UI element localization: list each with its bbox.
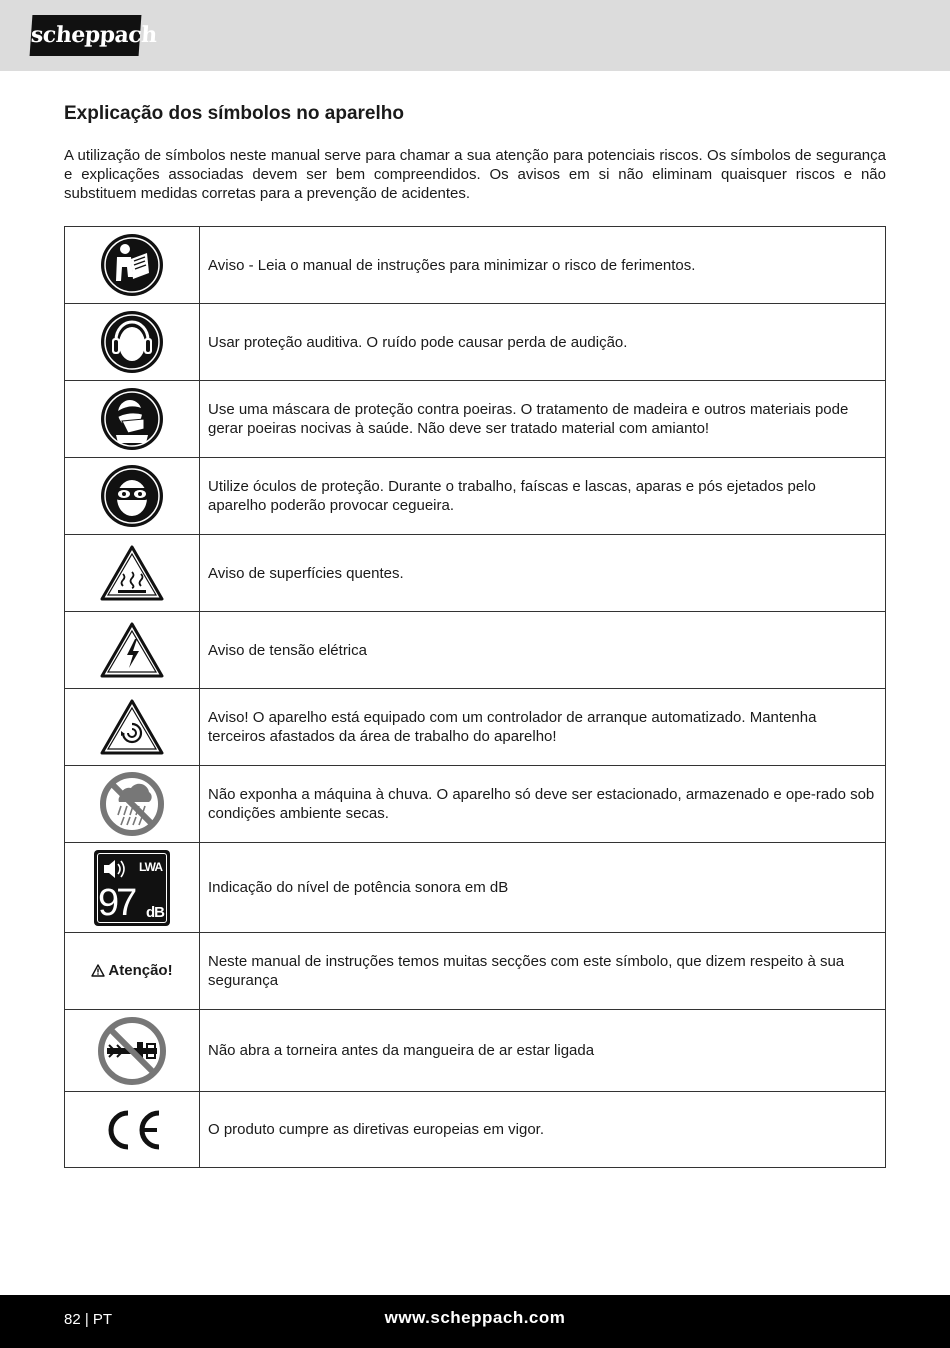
row-description: Use uma máscara de proteção contra poeiras. O tratamento de madeira e outros materiais pode gerar poeiras nocivas à saúde. Não deve ser tratado material com amianto! xyxy=(200,381,886,458)
table-row xyxy=(65,381,886,458)
row-description: Usar proteção auditiva. O ruído pode causar perda de audição. xyxy=(200,304,886,381)
row-description: Aviso de tensão elétrica xyxy=(200,612,886,689)
table-row xyxy=(65,612,886,689)
header-bar xyxy=(0,0,950,71)
scheppach-logo: scheppach xyxy=(30,15,142,56)
table-row xyxy=(65,227,886,304)
table-row xyxy=(65,458,886,535)
read-manual-icon xyxy=(100,233,164,297)
ce-mark-icon xyxy=(99,1106,165,1154)
table-row xyxy=(65,766,886,843)
automatic-start-icon xyxy=(99,698,165,756)
speaker-icon xyxy=(102,858,126,880)
electric-voltage-icon xyxy=(99,621,165,679)
page-number: 82 | PT xyxy=(64,1311,113,1328)
hot-surface-icon xyxy=(99,544,165,602)
row-description: Indicação do nível de potência sonora em dB xyxy=(200,843,886,933)
safety-goggles-icon xyxy=(100,464,164,528)
footer-bar xyxy=(0,1295,950,1348)
sound-power-label: LWA xyxy=(139,859,162,874)
page-title: Explicação dos símbolos no aparelho xyxy=(64,103,404,124)
row-description: Neste manual de instruções temos muitas secções com este símbolo, que dizem respeito à sua segurança xyxy=(200,933,886,1010)
sound-power-value: 97 xyxy=(98,881,135,924)
ear-protection-icon xyxy=(100,310,164,374)
row-description: Aviso de superfícies quentes. xyxy=(200,535,886,612)
table-row xyxy=(65,1010,886,1092)
table-row xyxy=(65,689,886,766)
no-open-valve-icon xyxy=(97,1016,167,1086)
table-row xyxy=(65,843,886,933)
row-description: Utilize óculos de proteção. Durante o trabalho, faíscas e lascas, aparas e pós ejetados pelo aparelho poderão provocar cegueira. xyxy=(200,458,886,535)
footer-url[interactable]: www.scheppach.com xyxy=(384,1308,566,1327)
row-description: Aviso - Leia o manual de instruções para minimizar o risco de ferimentos. xyxy=(200,227,886,304)
dust-mask-icon xyxy=(100,387,164,451)
symbols-table xyxy=(64,226,886,1168)
row-description: O produto cumpre as diretivas europeias em vigor. xyxy=(200,1092,886,1168)
row-description: Não abra a torneira antes da mangueira de ar estar ligada xyxy=(200,1010,886,1092)
table-row xyxy=(65,1092,886,1168)
table-row xyxy=(65,535,886,612)
table-row xyxy=(65,933,886,1010)
warning-icon xyxy=(91,964,105,977)
row-description: Aviso! O aparelho está equipado com um controlador de arranque automatizado. Mantenha terceiros afastados da área de trabalho do aparelho! xyxy=(200,689,886,766)
row-description: Não exponha a máquina à chuva. O aparelho só deve ser estacionado, armazenado e ope-rado sob condições ambiente secas. xyxy=(200,766,886,843)
no-rain-icon xyxy=(99,771,165,837)
sound-power-unit: dB xyxy=(146,903,164,921)
sound-power-icon xyxy=(94,850,170,926)
intro-paragraph: A utilização de símbolos neste manual serve para chamar a sua atenção para potenciais riscos. Os símbolos de segurança e explicações associadas devem ser bem compreendidos. Os avisos em si não eliminam quaisquer riscos e não substituem medidas corretas para a prevenção de acidentes. xyxy=(64,147,886,202)
attention-label: Atenção! xyxy=(108,962,173,979)
table-row xyxy=(65,304,886,381)
